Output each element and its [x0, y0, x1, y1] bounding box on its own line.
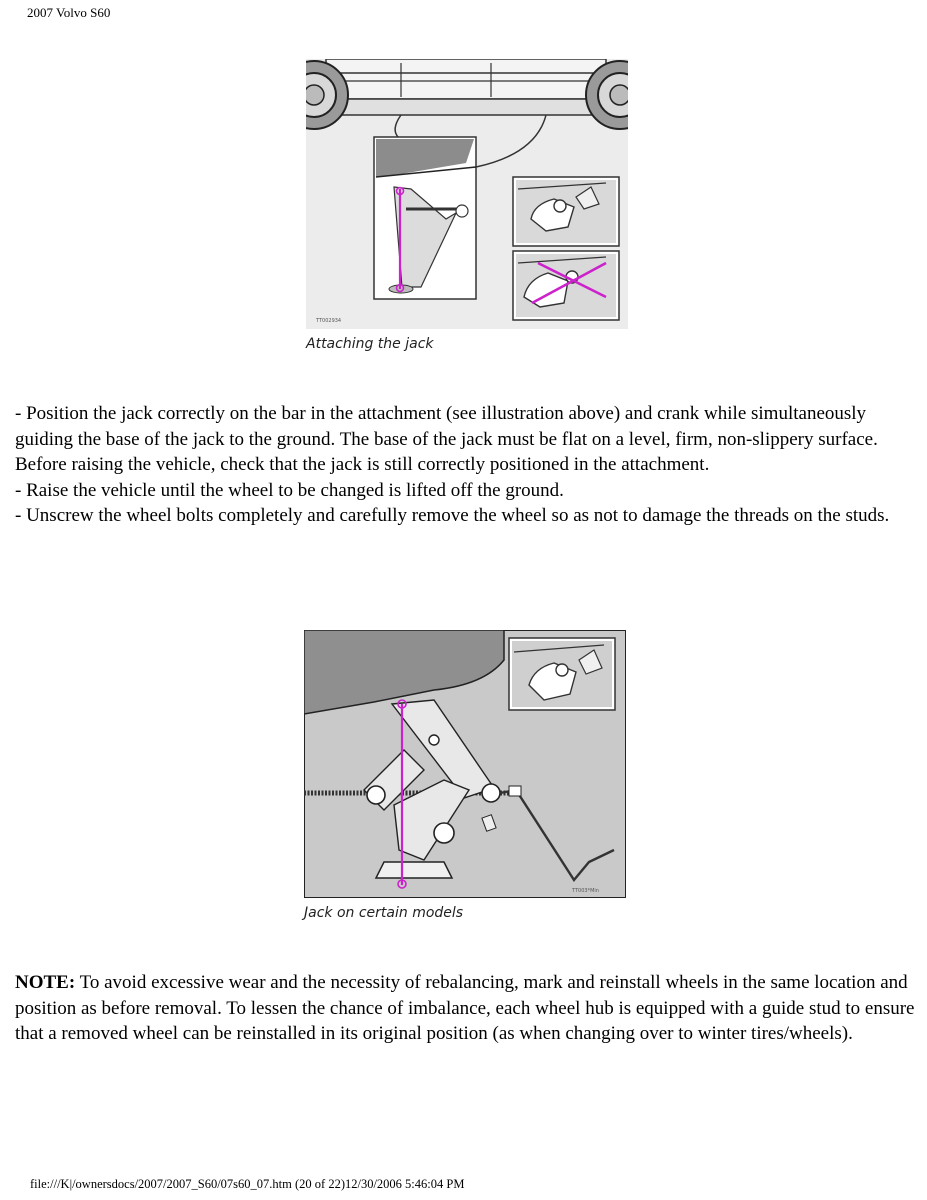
correct-position-inset [513, 177, 619, 246]
note-label: NOTE: [15, 972, 76, 993]
instruction-position-jack: - Position the jack correctly on the bar in the attachment (see illustration above) and crank while simultaneously guiding the base of the jack to the ground. The base of the jack must be flat on a level, firm, non-slippery surface. Before raising the vehicle, check that the jack is still correctly positioned in the attachment. [15, 403, 878, 475]
incorrect-position-inset [513, 251, 619, 320]
figure1-caption: Attaching the jack [306, 336, 434, 352]
note-paragraph [15, 970, 915, 1047]
note-text: To avoid excessive wear and the necessity of rebalancing, mark and reinstall wheels in the same location and position as before removal. To lessen the chance of imbalance, each wheel hub is equipped with a guide stud to ensure that a removed wheel can be reinstalled in its original position (as when changing over to winter tires/wheels). [15, 972, 915, 1044]
page-footer-path: file:///K|/ownersdocs/2007/2007_S60/07s60_07.htm (20 of 22)12/30/2006 5:46:04 PM [30, 1177, 465, 1191]
figure2-caption: Jack on certain models [304, 905, 464, 921]
figure1-code-label: TT002934 [316, 318, 342, 324]
figure2-code-label: TT003*Min [572, 888, 599, 894]
jack-detail-inset [509, 638, 615, 710]
document-header-title: 2007 Volvo S60 [27, 5, 111, 20]
note-block [15, 970, 915, 1047]
instruction-unscrew-bolts: - Unscrew the wheel bolts completely and carefully remove the wheel so as not to damage the threads on the studs. [15, 505, 890, 526]
jack-certain-models-illustration [304, 630, 626, 898]
attaching-jack-illustration [306, 59, 628, 329]
instructions-block [15, 401, 915, 529]
instruction-raise-vehicle: - Raise the vehicle until the wheel to be changed is lifted off the ground. [15, 479, 564, 501]
